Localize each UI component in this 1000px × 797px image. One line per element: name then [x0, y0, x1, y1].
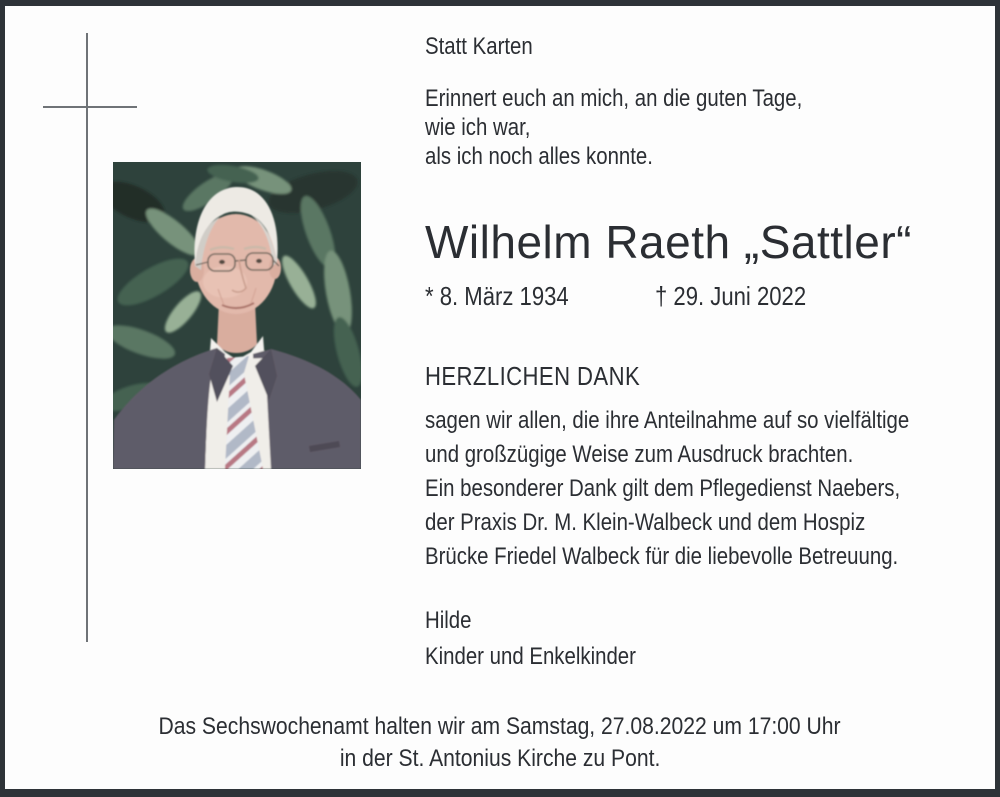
thanks-line: Ein besonderer Dank gilt dem Pflegedienst Naebers,: [425, 475, 901, 502]
thanks-line: und großzügige Weise zum Ausdruck brachten.: [425, 441, 854, 468]
cross-vertical-bar: [86, 33, 88, 642]
epigraph-line: Erinnert euch an mich, an die guten Tage,: [425, 85, 803, 112]
thanks-heading: HERZLICHEN DANK: [425, 361, 641, 391]
death-date: † 29. Juni 2022: [655, 281, 807, 311]
deceased-name: Wilhelm Raeth „Sattler“: [425, 216, 912, 268]
epigraph-line: wie ich war,: [425, 114, 531, 141]
birth-date: * 8. März 1934: [425, 281, 569, 311]
mourner: Hilde: [425, 607, 472, 634]
portrait-photo: [113, 162, 361, 469]
portrait-illustration: [113, 162, 361, 469]
mourner: Kinder und Enkelkinder: [425, 643, 636, 670]
pre-note-text: Statt Karten: [425, 33, 533, 60]
cross-horizontal-bar: [43, 106, 137, 108]
thanks-line: sagen wir allen, die ihre Anteilnahme auf so vielfältige: [425, 407, 910, 434]
thanks-paragraph: [425, 404, 995, 574]
pre-note: [425, 32, 552, 61]
service-line: Das Sechswochenamt halten wir am Samstag, 27.08.2022 um 17:00 Uhr: [158, 713, 842, 740]
epigraph-line: als ich noch alles konnte.: [425, 143, 653, 170]
notice-paper: [5, 6, 995, 789]
life-dates: [425, 281, 807, 311]
thanks-line: der Praxis Dr. M. Klein-Walbeck und dem Hospiz: [425, 509, 866, 536]
service-announcement: [5, 711, 995, 775]
thanks-line: Brücke Friedel Walbeck für die liebevolle Betreuung.: [425, 543, 899, 570]
service-line: in der St. Antonius Kirche zu Pont.: [339, 745, 661, 772]
epigraph: [425, 84, 869, 171]
mourners-list: [425, 603, 673, 675]
